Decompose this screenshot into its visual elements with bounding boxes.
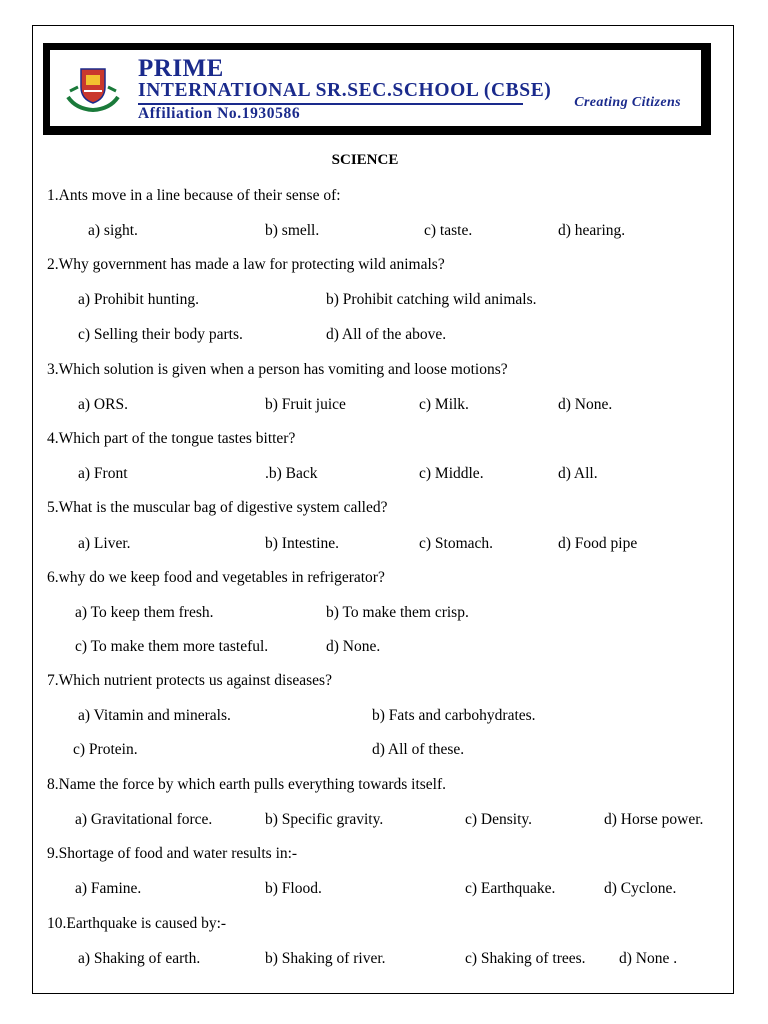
question-2: 2.Why government has made a law for protecting wild animals? bbox=[47, 256, 445, 273]
option-10b: b) Shaking of river. bbox=[265, 950, 386, 967]
school-name: INTERNATIONAL SR.SEC.SCHOOL (CBSE) bbox=[138, 80, 552, 101]
option-7d: d) All of these. bbox=[372, 741, 465, 758]
option-1b: b) smell. bbox=[265, 222, 320, 239]
option-10d: d) None . bbox=[619, 950, 678, 967]
option-8d: d) Horse power. bbox=[604, 811, 704, 828]
option-7a: a) Vitamin and minerals. bbox=[78, 707, 231, 724]
question-6: 6.why do we keep food and vegetables in refrigerator? bbox=[47, 569, 385, 586]
option-1d: d) hearing. bbox=[558, 222, 626, 239]
option-10a: a) Shaking of earth. bbox=[78, 950, 201, 967]
question-9: 9.Shortage of food and water results in:- bbox=[47, 845, 298, 862]
option-7c: c) Protein. bbox=[73, 741, 138, 758]
option-2a: a) Prohibit hunting. bbox=[78, 291, 199, 308]
option-6b: b) To make them crisp. bbox=[326, 604, 469, 621]
option-9a: a) Famine. bbox=[75, 880, 142, 897]
option-9b: b) Flood. bbox=[265, 880, 322, 897]
option-9d: d) Cyclone. bbox=[604, 880, 677, 897]
option-6c: c) To make them more tasteful. bbox=[75, 638, 269, 655]
school-brand-name: PRIME bbox=[138, 55, 224, 82]
question-7: 7.Which nutrient protects us against diseases? bbox=[47, 672, 332, 689]
option-4c: c) Middle. bbox=[419, 465, 484, 482]
question-3: 3.Which solution is given when a person has vomiting and loose motions? bbox=[47, 361, 508, 378]
subject-title: SCIENCE bbox=[331, 152, 399, 168]
option-3b: b) Fruit juice bbox=[265, 396, 346, 413]
option-4d: d) All. bbox=[558, 465, 598, 482]
option-6d: d) None. bbox=[326, 638, 381, 655]
option-6a: a) To keep them fresh. bbox=[75, 604, 214, 621]
question-4: 4.Which part of the tongue tastes bitter? bbox=[47, 430, 296, 447]
option-9c: c) Earthquake. bbox=[465, 880, 556, 897]
option-4a: a) Front bbox=[78, 465, 128, 482]
option-3a: a) ORS. bbox=[78, 396, 128, 413]
option-1c: c) taste. bbox=[424, 222, 473, 239]
option-5b: b) Intestine. bbox=[265, 535, 340, 552]
option-3c: c) Milk. bbox=[419, 396, 469, 413]
option-3d: d) None. bbox=[558, 396, 613, 413]
option-10c: c) Shaking of trees. bbox=[465, 950, 586, 967]
option-8b: b) Specific gravity. bbox=[265, 811, 384, 828]
question-5: 5.What is the muscular bag of digestive system called? bbox=[47, 499, 388, 516]
option-8a: a) Gravitational force. bbox=[75, 811, 213, 828]
school-motto: Creating Citizens bbox=[574, 95, 681, 110]
option-5a: a) Liver. bbox=[78, 535, 131, 552]
option-7b: b) Fats and carbohydrates. bbox=[372, 707, 536, 724]
affiliation-number: Affiliation No.1930586 bbox=[138, 105, 301, 122]
school-crest-icon bbox=[64, 63, 122, 113]
question-10: 10.Earthquake is caused by:- bbox=[47, 915, 227, 932]
option-2c: c) Selling their body parts. bbox=[78, 326, 243, 343]
option-1a: a) sight. bbox=[88, 222, 138, 239]
option-2b: b) Prohibit catching wild animals. bbox=[326, 291, 537, 308]
option-2d: d) All of the above. bbox=[326, 326, 447, 343]
option-5d: d) Food pipe bbox=[558, 535, 638, 552]
question-1: 1.Ants move in a line because of their sense of: bbox=[47, 187, 341, 204]
question-8: 8.Name the force by which earth pulls everything towards itself. bbox=[47, 776, 447, 793]
option-5c: c) Stomach. bbox=[419, 535, 494, 552]
option-8c: c) Density. bbox=[465, 811, 533, 828]
school-header bbox=[43, 43, 711, 135]
option-4b: .b) Back bbox=[265, 465, 318, 482]
